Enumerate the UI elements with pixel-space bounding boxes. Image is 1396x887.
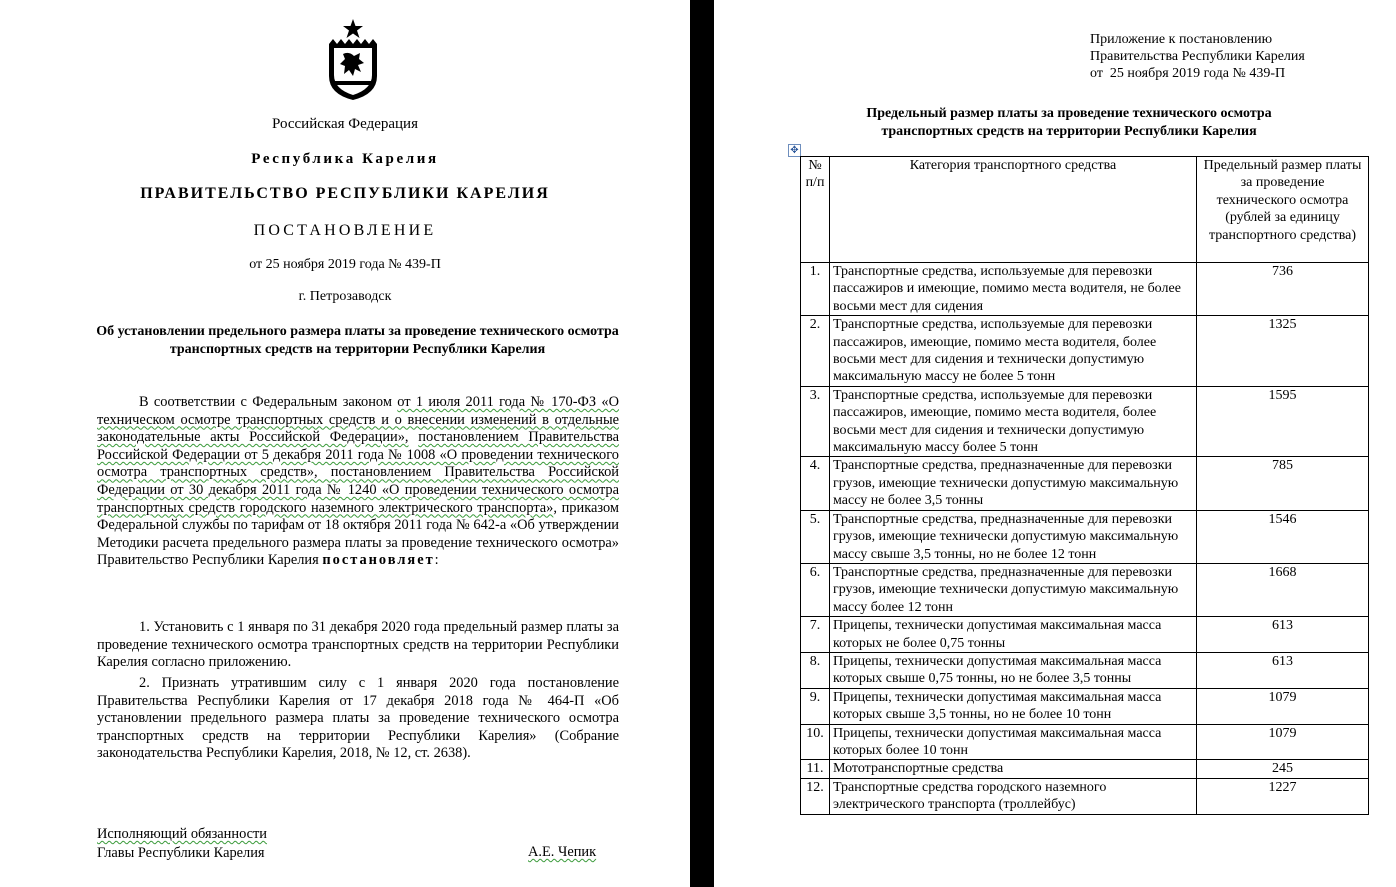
row-number: 6. <box>801 563 830 616</box>
table-header-row <box>801 157 1369 263</box>
row-number: 4. <box>801 457 830 510</box>
decree-page <box>0 0 690 887</box>
preamble-separator <box>409 429 419 445</box>
row-category: Транспортные средства, используемые для перевозки пассажиров, имеющие, помимо места водителя, более восьми мест для сидения и технически допустимую максимальную массу не более 5 тонн <box>830 316 1197 387</box>
row-category: Транспортные средства, предназначенные для перевозки грузов, имеющие технически допустимую максимальную массу более 12 тонн <box>830 563 1197 616</box>
table-row <box>801 386 1369 457</box>
row-fee: 1325 <box>1197 316 1369 387</box>
row-number: 1. <box>801 263 830 316</box>
row-fee: 1227 <box>1197 778 1369 814</box>
table-row <box>801 688 1369 724</box>
clause-1: 1. Установить с 1 января по 31 декабря 2020 года предельный размер платы за проведение технического осмотра транспортных средств на территории Республики Карелия согласно приложению. <box>97 619 619 671</box>
signatory-position <box>97 825 267 863</box>
appendix-line-3: от 25 ноября 2019 года № 439-П <box>1090 66 1286 81</box>
table-row <box>801 652 1369 688</box>
city-name: г. Петрозаводск <box>298 289 392 304</box>
row-number: 5. <box>801 510 830 563</box>
row-category: Транспортные средства городского наземного электрического транспорта (троллейбус) <box>830 778 1197 814</box>
government-name: ПРАВИТЕЛЬСТВО РЕСПУБЛИКИ КАРЕЛИЯ <box>140 185 550 202</box>
row-number: 11. <box>801 760 830 778</box>
header-fee: Предельный размер платы за проведение технического осмотра (рублей за единицу транспортного средства) <box>1197 157 1369 263</box>
preamble-intro: В соответствии с Федеральным законом <box>139 394 398 410</box>
row-category: Транспортные средства, используемые для перевозки пассажиров и имеющие, помимо места водителя, не более восьми мест для сидения <box>830 263 1197 316</box>
country-name: Российская Федерация <box>272 116 418 132</box>
row-category: Прицепы, технически допустимая максимальная масса которых более 10 тонн <box>830 724 1197 760</box>
table-row <box>801 263 1369 316</box>
row-number: 2. <box>801 316 830 387</box>
row-fee: 1668 <box>1197 563 1369 616</box>
row-category: Мототранспортные средства <box>830 760 1197 778</box>
appendix-page <box>714 0 1396 887</box>
karelia-coat-of-arms-icon <box>323 18 383 102</box>
row-category: Транспортные средства, предназначенные для перевозки грузов, имеющие технически допустимую максимальную массу не более 3,5 тонны <box>830 457 1197 510</box>
header-number: № п/п <box>801 157 830 263</box>
decrees-word: постановляет <box>322 552 435 569</box>
appendix-title: Предельный размер платы за проведение технического осмотра транспортных средств на территории Республики Карелия <box>866 106 1272 139</box>
signatory-position-line1: Исполняющий обязанности <box>97 826 268 842</box>
decree-title: Об установлении предельного размера платы за проведение технического осмотра транспортных средств на территории Республики Карелия <box>96 324 619 357</box>
table-row <box>801 617 1369 653</box>
republic-name: Республика Карелия <box>251 151 439 167</box>
row-fee: 1595 <box>1197 386 1369 457</box>
signatory-name: А.Е. Чепик <box>528 844 597 860</box>
table-row <box>801 510 1369 563</box>
row-category: Прицепы, технически допустимая максимальная масса которых не более 0,75 тонны <box>830 617 1197 653</box>
row-fee: 613 <box>1197 652 1369 688</box>
law-reference-1008-1240: постановлением Правительства Российской Федерации от 5 декабря 2011 года № 1008 «О проведении технического осмотра транспортных средств», постановлением Правительства Российской Федерации от 30 декабря 2011 года № 1240 «О проведении технического осмотра транспортных средств городского наземного электрического транспорта» <box>97 429 619 516</box>
row-category: Транспортные средства, предназначенные для перевозки грузов, имеющие технически допустимую максимальную массу свыше 3,5 тонны, но не более 12 тонн <box>830 510 1197 563</box>
fee-table <box>800 156 1369 815</box>
row-number: 7. <box>801 617 830 653</box>
table-row <box>801 778 1369 814</box>
row-fee: 613 <box>1197 617 1369 653</box>
row-fee: 1546 <box>1197 510 1369 563</box>
table-row <box>801 724 1369 760</box>
table-row <box>801 457 1369 510</box>
row-fee: 245 <box>1197 760 1369 778</box>
row-number: 8. <box>801 652 830 688</box>
clause-2: 2. Признать утратившим силу с 1 января 2020 года постановление Правительства Республики Карелия от 17 декабря 2018 года № 464-П «Об установлении предельного размера платы за проведение технического осмотра транспортных средств на территории Республики Карелия» (Собрание законодательства Республики Карелия, 2018, № 12, ст. 2638). <box>97 675 619 762</box>
preamble-paragraph <box>97 394 619 570</box>
table-move-handle-icon[interactable]: ✥ <box>788 144 801 157</box>
table-row <box>801 316 1369 387</box>
row-number: 12. <box>801 778 830 814</box>
appendix-header <box>1090 31 1305 82</box>
row-number: 9. <box>801 688 830 724</box>
signatory-position-line2: Главы Республики Карелия <box>97 845 265 861</box>
preamble-colon: : <box>434 552 439 569</box>
row-fee: 736 <box>1197 263 1369 316</box>
row-number: 3. <box>801 386 830 457</box>
preamble-rest: , приказом Федеральной службы по тарифам от 18 октября 2011 года № 642-а «Об утверждении Методики расчета предельного размера платы за проведение технического осмотра» Правительство Республики Карелия <box>97 499 619 569</box>
row-fee: 1079 <box>1197 688 1369 724</box>
row-number: 10. <box>801 724 830 760</box>
appendix-line-1: Приложение к постановлению <box>1090 32 1273 47</box>
decree-date: от 25 ноября 2019 года № 439-П <box>249 257 441 272</box>
row-category: Прицепы, технически допустимая максимальная масса которых свыше 3,5 тонны, но не более 10 тонн <box>830 688 1197 724</box>
appendix-line-2: Правительства Республики Карелия <box>1090 49 1305 64</box>
header-category: Категория транспортного средства <box>830 157 1197 263</box>
document-type: ПОСТАНОВЛЕНИЕ <box>253 222 437 239</box>
page-divider <box>690 0 714 887</box>
row-fee: 1079 <box>1197 724 1369 760</box>
row-category: Прицепы, технически допустимая максимальная масса которых свыше 0,75 тонны, но не более 3,5 тонны <box>830 652 1197 688</box>
law-reference-170fz: от 1 июля 2011 года № 170-ФЗ «О техническом осмотре транспортных средств и о внесении изменений в отдельные законодательные акты Российской Федерации», <box>97 394 620 446</box>
row-fee: 785 <box>1197 457 1369 510</box>
table-row <box>801 760 1369 778</box>
row-category: Транспортные средства, используемые для перевозки пассажиров, имеющие, помимо места водителя, более восьми мест для сидения и технически допустимую максимальную массу более 5 тонн <box>830 386 1197 457</box>
table-row <box>801 563 1369 616</box>
